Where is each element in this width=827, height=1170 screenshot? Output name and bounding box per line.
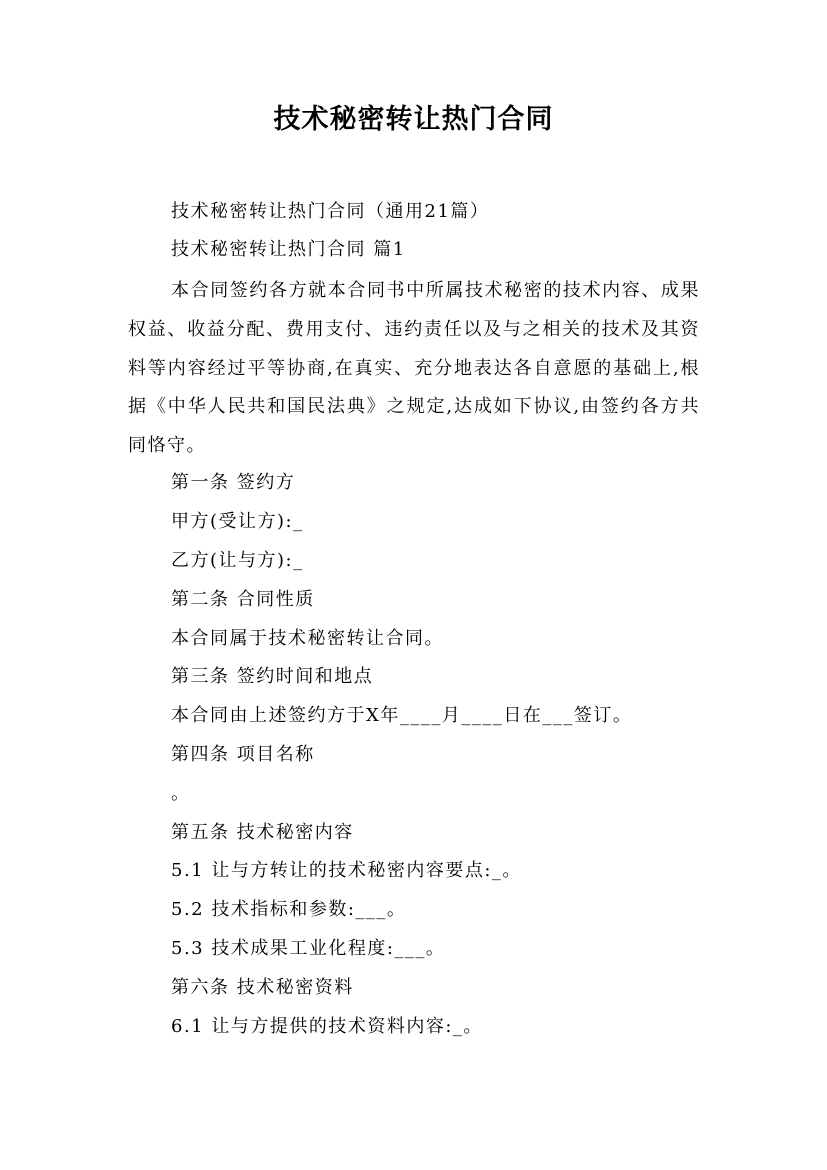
- article-3-heading: 第三条 签约时间和地点: [171, 666, 374, 687]
- signing-date-line: 本合同由上述签约方于X年____月____日在___签订。: [171, 705, 633, 726]
- intro-paragraph: 本合同签约各方就本合同书中所属技术秘密的技术内容、成果权益、收益分配、费用支付、违约责任以及与之相关的技术及其资料等内容经过平等协商,在真实、充分地表达各自意愿的基础上,根据《中华人民共和国民法典》之规定,达成如下协议,由签约各方共同恪守。: [128, 280, 700, 457]
- section-heading: 技术秘密转让热门合同 篇1: [171, 239, 406, 260]
- clause-5-3: 5.3 技术成果工业化程度:___。: [171, 938, 446, 959]
- document-subtitle: 技术秘密转让热门合同（通用21篇）: [171, 201, 490, 222]
- clause-5-1: 5.1 让与方转让的技术秘密内容要点:_。: [171, 860, 522, 881]
- clause-5-2: 5.2 技术指标和参数:___。: [171, 899, 407, 920]
- project-name-line: 。: [171, 783, 191, 804]
- document-title: 技术秘密转让热门合同: [273, 104, 554, 135]
- article-5-heading: 第五条 技术秘密内容: [171, 822, 354, 843]
- article-2-heading: 第二条 合同性质: [171, 589, 315, 610]
- clause-6-1: 6.1 让与方提供的技术资料内容:_。: [171, 1016, 483, 1037]
- party-a-line: 甲方(受让方):_: [171, 511, 304, 532]
- party-b-line: 乙方(让与方):_: [171, 550, 304, 571]
- contract-nature-line: 本合同属于技术秘密转让合同。: [171, 628, 444, 649]
- article-1-heading: 第一条 签约方: [171, 472, 296, 493]
- article-4-heading: 第四条 项目名称: [171, 744, 315, 765]
- article-6-heading: 第六条 技术秘密资料: [171, 977, 354, 998]
